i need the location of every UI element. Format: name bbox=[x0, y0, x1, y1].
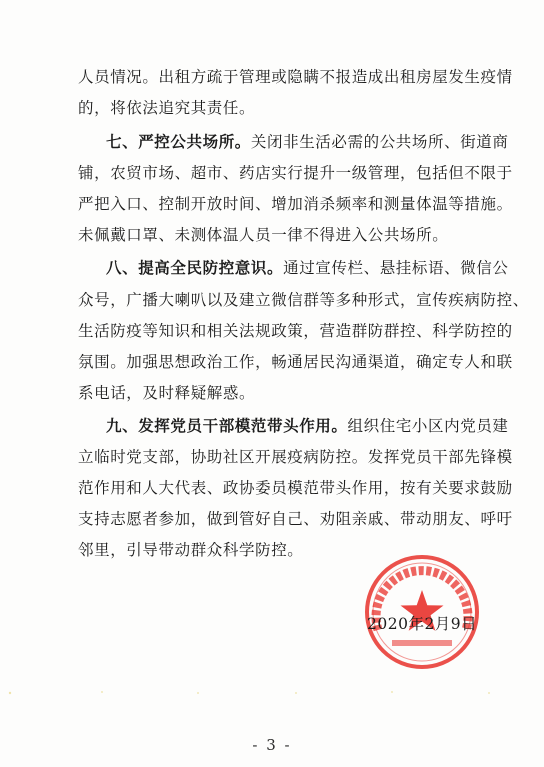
seal-bottom-text bbox=[392, 640, 452, 646]
paragraph-6-line-1 bbox=[78, 67, 513, 87]
page-number: - 3 - bbox=[252, 736, 292, 754]
section-9-line-1 bbox=[106, 416, 509, 436]
section-8-heading: 八、提高全民防控意识。 bbox=[106, 259, 284, 277]
paragraph-text: 严把入口、控制开放时间、增加消杀频率和测量体温等措施。 bbox=[78, 195, 513, 213]
paragraph-text: 系电话，及时释疑解惑。 bbox=[78, 384, 256, 402]
section-7-line-4 bbox=[78, 225, 448, 245]
official-seal-stamp bbox=[362, 552, 482, 672]
section-7-heading: 七、严控公共场所。 bbox=[106, 133, 251, 151]
paragraph-text: 关闭非生活必需的公共场所、街道商 bbox=[250, 133, 509, 151]
paragraph-text: 范作用和人大代表、政协委员模范带头作用，按有关要求鼓励 bbox=[78, 479, 513, 497]
section-7-line-3 bbox=[78, 194, 513, 214]
section-9-line-5 bbox=[78, 540, 303, 560]
paragraph-text: 邻里，引导带动群众科学防控。 bbox=[78, 541, 304, 559]
paragraph-text: 众号，广播大喇叭以及建立微信群等多种形式，宣传疾病防控、 bbox=[78, 291, 529, 309]
paragraph-text: 组织住宅小区内党员建 bbox=[347, 417, 509, 435]
paragraph-text: 生活防疫等知识和相关法规政策，营造群防群控、科学防控的 bbox=[78, 322, 513, 340]
section-8-line-2 bbox=[78, 290, 529, 310]
section-8-line-4 bbox=[78, 352, 513, 372]
paragraph-text: 未佩戴口罩、未测体温人员一律不得进入公共场所。 bbox=[78, 226, 449, 244]
paragraph-text: 人员情况。出租方疏于管理或隐瞒不报造成出租房屋发生疫情 bbox=[78, 68, 513, 86]
section-7-line-2 bbox=[78, 163, 513, 183]
section-8-line-1 bbox=[106, 258, 509, 278]
section-8-line-5 bbox=[78, 383, 255, 403]
paragraph-text: 氛围。加强思想政治工作，畅通居民沟通渠道，确定专人和联 bbox=[78, 353, 513, 371]
section-9-line-2 bbox=[78, 447, 513, 467]
paragraph-text: 通过宣传栏、悬挂标语、微信公 bbox=[283, 259, 509, 277]
section-7-line-1 bbox=[106, 132, 509, 152]
section-9-heading: 九、发挥党员干部模范带头作用。 bbox=[106, 417, 348, 435]
paragraph-text: 支持志愿者参加，做到管好自己、劝阻亲戚、带动朋友、呼吁 bbox=[78, 510, 513, 528]
section-8-line-3 bbox=[78, 321, 513, 341]
signature-date: 2020年2月9日 bbox=[367, 615, 478, 633]
section-9-line-3 bbox=[78, 478, 513, 498]
paragraph-text: 的，将依法追究其责任。 bbox=[78, 99, 256, 117]
paragraph-6-line-2 bbox=[78, 98, 255, 118]
scan-artifacts bbox=[0, 688, 544, 698]
paragraph-text: 立临时党支部，协助社区开展疫病防控。发挥党员干部先锋模 bbox=[78, 448, 513, 466]
section-9-line-4 bbox=[78, 509, 513, 529]
paragraph-text: 铺，农贸市场、超市、药店实行提升一级管理，包括但不限于 bbox=[78, 164, 513, 182]
